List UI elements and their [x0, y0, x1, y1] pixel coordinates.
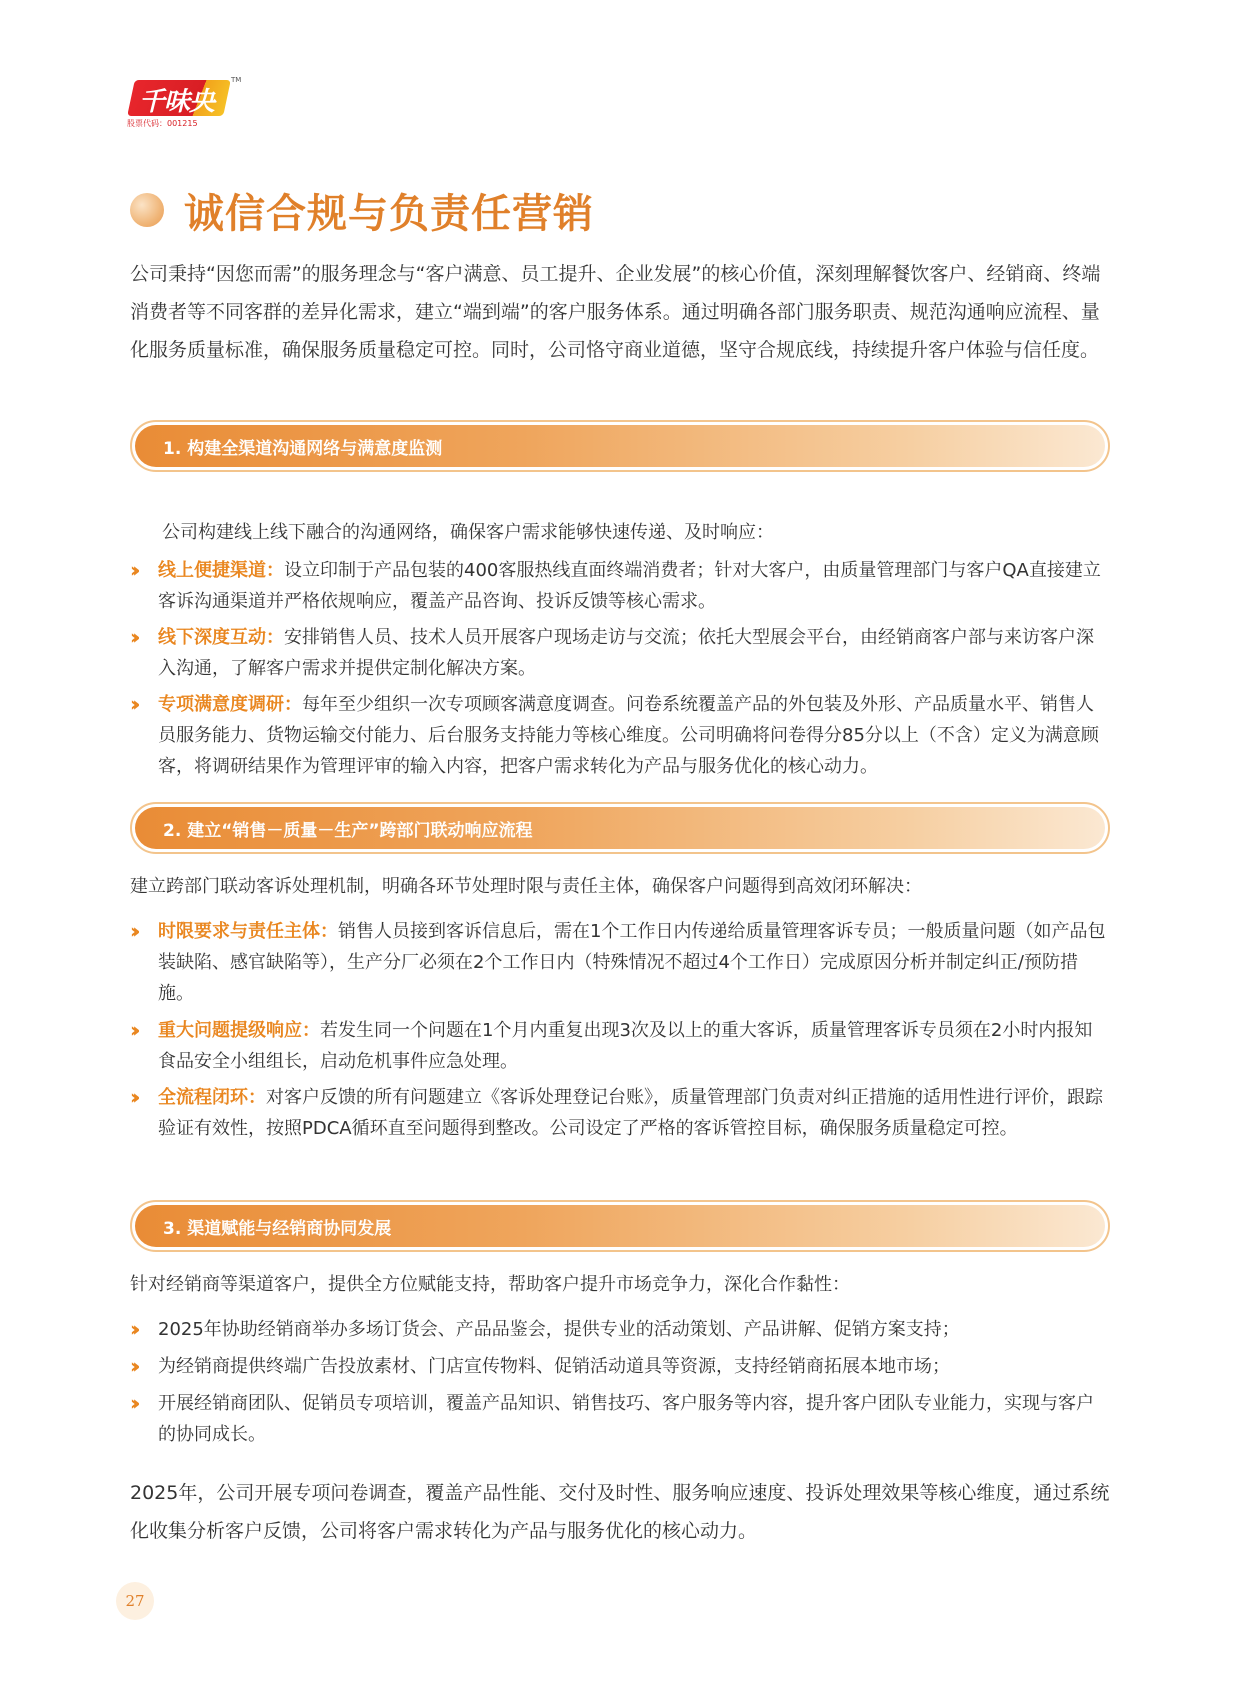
list-item — [130, 622, 1110, 684]
bullet-text: 开展经销商团队、促销员专项培训，覆盖产品知识、销售技巧、客户服务等内容，提升客户团队专业能力，实现与客户的协同成长。 — [158, 1393, 1094, 1445]
bullet-text: 对客户反馈的所有问题建立《客诉处理登记台账》，质量管理部门负责对纠正措施的适用性进行评价，跟踪验证有效性，按照PDCA循环直至问题得到整改。公司设定了严格的客诉管控目标，确保服务质量稳定可控。 — [158, 1087, 1103, 1139]
bullet-key: 全流程闭环： — [158, 1087, 266, 1108]
double-chevron-icon: ›› — [130, 919, 135, 943]
section-lead-3: 针对经销商等渠道客户，提供全方位赋能支持，帮助客户提升市场竞争力，深化合作黏性： — [130, 1274, 850, 1295]
bullet-text: 2025年协助经销商举办多场订货会、产品品鉴会，提供专业的活动策划、产品讲解、促销方案支持； — [158, 1319, 960, 1340]
list-item — [130, 916, 1110, 1009]
section-lead-2: 建立跨部门联动客诉处理机制，明确各环节处理时限与责任主体，确保客户问题得到高效闭环解决： — [130, 876, 922, 897]
bullet-text: 若发生同一个问题在1个月内重复出现3次及以上的重大客诉，质量管理客诉专员须在2小时内报知食品安全小组组长，启动危机事件应急处理。 — [158, 1020, 1093, 1072]
bullet-key: 线上便捷渠道： — [158, 560, 284, 581]
double-chevron-icon: ›› — [130, 558, 135, 582]
section-title: 2. 建立“销售－质量－生产”跨部门联动响应流程 — [163, 820, 533, 841]
section-header-3 — [130, 1200, 1110, 1252]
bullet-text: 为经销商提供终端广告投放素材、门店宣传物料、促销活动道具等资源，支持经销商拓展本地市场； — [158, 1356, 950, 1377]
bullet-key: 专项满意度调研： — [158, 694, 302, 715]
bullet-text: 安排销售人员、技术人员开展客户现场走访与交流；依托大型展会平台，由经销商客户部与来访客户深入沟通，了解客户需求并提供定制化解决方案。 — [158, 627, 1094, 679]
list-item — [130, 1015, 1110, 1077]
section-lead-1: 公司构建线上线下融合的沟通网络，确保客户需求能够快速传递、及时响应： — [162, 522, 774, 543]
closing-paragraph: 2025年，公司开展专项问卷调查，覆盖产品性能、交付及时性、服务响应速度、投诉处理效果等核心维度，通过系统化收集分析客户反馈，公司将客户需求转化为产品与服务优化的核心动力。 — [130, 1482, 1110, 1542]
section-title: 3. 渠道赋能与经销商协同发展 — [163, 1218, 392, 1239]
double-chevron-icon: ›› — [130, 692, 135, 716]
bullet-key: 线下深度互动： — [158, 627, 284, 648]
logo-brand: 千味央厨 — [139, 87, 215, 154]
bullet-key: 时限要求与责任主体： — [158, 921, 338, 942]
intro-paragraph: 公司秉持“因您而需”的服务理念与“客户满意、员工提升、企业发展”的核心价值，深刻理解餐饮客户、经销商、终端消费者等不同客群的差异化需求，建立“端到端”的客户服务体系。通过明确各部门服务职责、规范沟通响应流程、量化服务质量标准，确保服务质量稳定可控。同时，公司恪守商业道德，坚守合规底线，持续提升客户体验与信任度。 — [130, 263, 1101, 361]
double-chevron-icon: ›› — [130, 1391, 135, 1415]
double-chevron-icon: ›› — [130, 1018, 135, 1042]
list-item — [130, 1314, 1110, 1345]
list-item — [130, 555, 1110, 617]
double-chevron-icon: ›› — [130, 1317, 135, 1341]
section-header-1 — [130, 420, 1110, 472]
bullet-key: 重大问题提级响应： — [158, 1020, 320, 1041]
page-number — [116, 1582, 154, 1620]
double-chevron-icon: ›› — [130, 625, 135, 649]
double-chevron-icon: ›› — [130, 1354, 135, 1378]
bullet-text: 销售人员接到客诉信息后，需在1个工作日内传递给质量管理客诉专员；一般质量问题（如产品包装缺陷、感官缺陷等），生产分厂必须在2个工作日内（特殊情况不超过4个工作日）完成原因分析并制定纠正/预防措施。 — [158, 921, 1106, 1004]
section-title: 1. 构建全渠道沟通网络与满意度监测 — [163, 438, 443, 459]
page-title: 诚信合规与负责任营销 — [184, 190, 594, 237]
double-chevron-icon: ›› — [130, 1085, 135, 1109]
section-header-2 — [130, 802, 1110, 854]
title-dot-icon — [130, 193, 164, 227]
list-item — [130, 689, 1110, 782]
logo-stock-code: 股票代码：001215 — [127, 119, 198, 128]
page-title-block — [130, 183, 594, 237]
list-item — [130, 1082, 1110, 1144]
list-item — [130, 1351, 1110, 1382]
bullet-text: 设立印制于产品包装的400客服热线直面终端消费者；针对大客户，由质量管理部门与客户QA直接建立客诉沟通渠道并严格依规响应，覆盖产品咨询、投诉反馈等核心需求。 — [158, 560, 1101, 612]
list-item — [130, 1388, 1110, 1450]
bullet-text: 每年至少组织一次专项顾客满意度调查。问卷系统覆盖产品的外包装及外形、产品质量水平、销售人员服务能力、货物运输交付能力、后台服务支持能力等核心维度。公司明确将问卷得分85分以上（不含）定义为满意顾客，将调研结果作为管理评审的输入内容，把客户需求转化为产品与服务优化的核心动力。 — [158, 694, 1099, 777]
logo-trademark: TM — [231, 76, 242, 84]
company-logo — [127, 76, 242, 154]
page-number-text: 27 — [125, 1592, 145, 1610]
